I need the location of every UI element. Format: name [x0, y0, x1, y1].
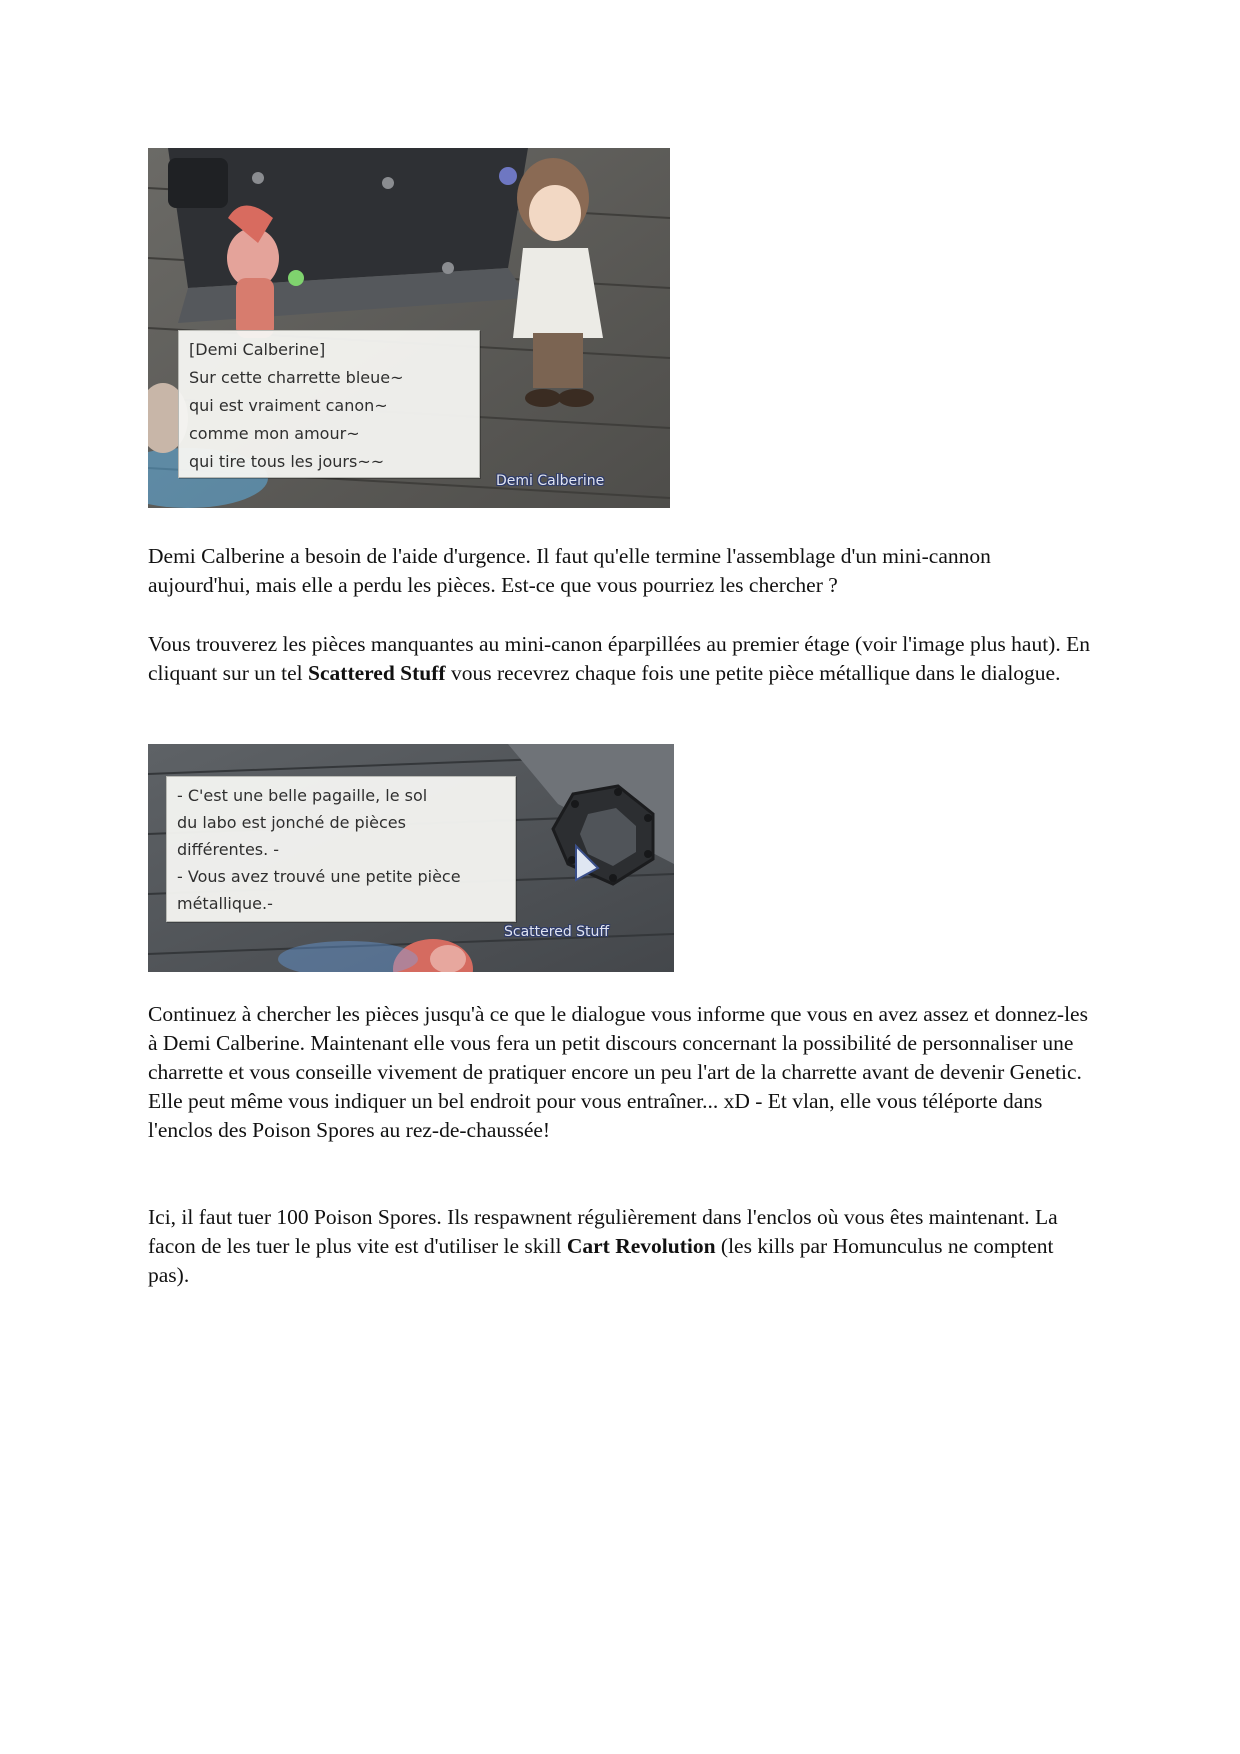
bold-term-scattered-stuff: Scattered Stuff [308, 661, 446, 685]
paragraph-text: vous recevrez chaque fois une petite pièce métallique dans le dialogue. [445, 661, 1061, 685]
paragraph-poison-spores [148, 1203, 1098, 1290]
paragraph-text: Ici, il faut tuer 100 Poison Spores. Ils respawnent régulièrement dans l'enclos où vous êtes maintenant. La facon de les tuer le plus vite est d'utiliser le skill [148, 1205, 1058, 1258]
dialog-line: comme mon amour~ [189, 424, 360, 443]
dialog-line: qui est vraiment canon~ [189, 396, 388, 415]
bold-term-cart-revolution: Cart Revolution [566, 1234, 716, 1258]
npc-dialog-box [166, 776, 516, 922]
paragraph-text: Vous trouverez les pièces manquantes au mini-canon éparpillées au premier étage (voir l'image plus haut). En cliquant sur un tel [148, 632, 1090, 685]
paragraph-continue-search: Continuez à chercher les pièces jusqu'à ce que le dialogue vous informe que vous en avez assez et donnez-les à Demi Calberine. Maintenant elle vous fera un petit discours concernant la possibilité de personnaliser une charrette et vous conseille vivement de pratiquer encore un peu l'art de la charrette avant de devenir Genetic. Elle peut même vous indiquer un bel endroit pour vous entraîner... xD - Et vlan, elle vous téléporte dans l'enclos des Poison Spores au rez-de-chaussée! [148, 1002, 1088, 1142]
dialog-line: - Vous avez trouvé une petite pièce [177, 867, 461, 886]
npc-dialog-box [178, 330, 480, 478]
paragraph-intro: Demi Calberine a besoin de l'aide d'urgence. Il faut qu'elle termine l'assemblage d'un mini-cannon aujourd'hui, mais elle a perdu les pièces. Est-ce que vous pourriez les chercher ? [148, 544, 991, 597]
dialog-line: du labo est jonché de pièces [177, 813, 406, 832]
game-screenshot-scattered-stuff [148, 744, 674, 972]
paragraph-text: (les kills par Homunculus ne comptent pas). [148, 1234, 1054, 1287]
dialog-line: différentes. - [177, 840, 280, 859]
npc-nametag: Demi Calberine [496, 473, 605, 489]
paragraph-scattered-stuff [148, 630, 1098, 688]
dialog-line: Sur cette charrette bleue~ [189, 368, 404, 387]
game-screenshot-demi-calberine [148, 148, 670, 508]
dialog-line: - C'est une belle pagaille, le sol [177, 786, 428, 805]
object-nametag: Scattered Stuff [504, 924, 610, 940]
dialog-line: qui tire tous les jours~~ [189, 452, 385, 471]
dialog-line: métallique.- [177, 894, 273, 913]
dialog-line: [Demi Calberine] [189, 340, 326, 359]
